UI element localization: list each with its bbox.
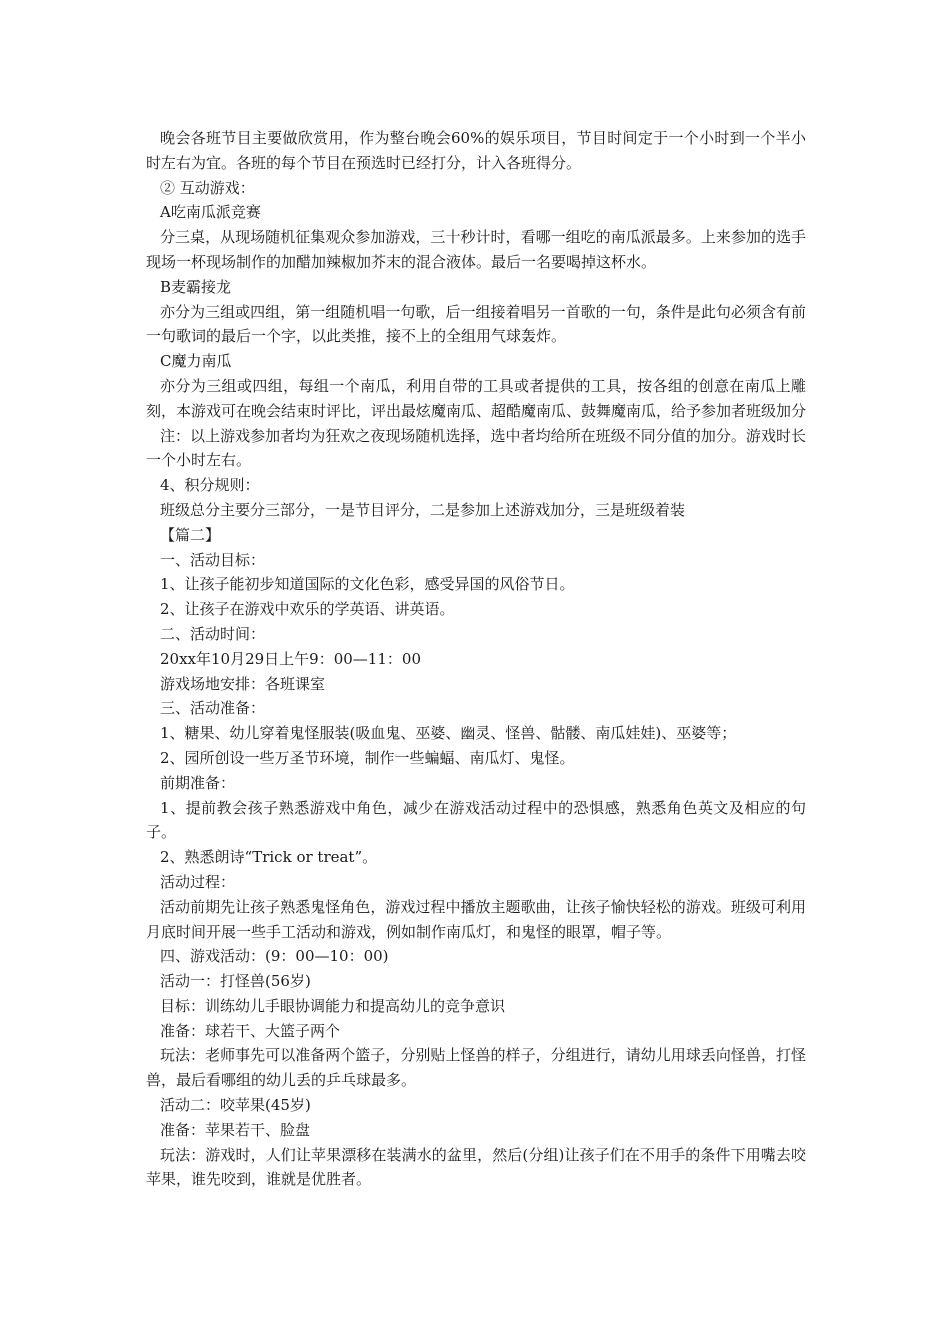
paragraph: 一、活动目标： [160, 550, 266, 569]
paragraph: 1、糖果、幼儿穿着鬼怪服装(吸血鬼、巫婆、幽灵、怪兽、骷髅、南瓜娃娃)、巫婆等； [160, 724, 737, 743]
paragraph: 活动二：咬苹果(45岁) [160, 1096, 311, 1115]
paragraph: 晚会各班节目主要做欣赏用，作为整台晚会60%的娱乐项目，节目时间定于一个小时到一个半小时左右为宜。各班的每个节目在预选时已经打分，计入各班得分。 [146, 129, 806, 172]
paragraph: 1、让孩子能初步知道国际的文化色彩，感受异国的风俗节日。 [160, 575, 575, 594]
paragraph: 分三桌，从现场随机征集观众参加游戏，三十秒计时，看哪一组吃的南瓜派最多。上来参加的选手现场一杯现场制作的加醋加辣椒加芥末的混合液体。最后一名要喝掉这杯水。 [146, 228, 806, 271]
paragraph: B麦霸接龙 [160, 277, 232, 296]
paragraph: 20xx年10月29日上午9：00—11：00 [160, 649, 421, 668]
paragraph: 前期准备： [160, 773, 236, 792]
paragraph: 亦分为三组或四组，每组一个南瓜，利用自带的工具或者提供的工具，按各组的创意在南瓜上雕刻，本游戏可在晚会结束时评比，评出最炫魔南瓜、超酷魔南瓜、鼓舞魔南瓜，给予参加者班级加分 [146, 376, 807, 420]
paragraph: 活动一：打怪兽(56岁) [160, 972, 311, 991]
paragraph: 游戏场地安排：各班课室 [160, 674, 326, 693]
paragraph: 1、提前教会孩子熟悉游戏中角色，减少在游戏活动过程中的恐惧感，熟悉角色英文及相应的句子。 [146, 798, 806, 842]
paragraph: 亦分为三组或四组，第一组随机唱一句歌，后一组接着唱另一首歌的一句，条件是此句必须含有前一句歌词的最后一个字，以此类推，接不上的全组用气球轰炸。 [146, 302, 806, 346]
paragraph: 2、园所创设一些万圣节环境，制作一些蝙蝠、南瓜灯、鬼怪。 [160, 748, 575, 767]
paragraph: A吃南瓜派竞赛 [160, 203, 261, 222]
paragraph: 注：以上游戏参加者均为狂欢之夜现场随机选择，选中者均给所在班级不同分值的加分。游戏时长一个小时左右。 [146, 426, 806, 470]
paragraph: 目标：训练幼儿手眼协调能力和提高幼儿的竞争意识 [160, 996, 506, 1015]
paragraph: 活动过程： [160, 872, 236, 891]
section-heading: 【篇二】 [160, 525, 221, 544]
paragraph: 2、让孩子在游戏中欢乐的学英语、讲英语。 [160, 600, 455, 619]
paragraph: 玩法：游戏时，人们让苹果漂移在装满水的盆里，然后(分组)让孩子们在不用手的条件下用嘴去咬苹果，谁先咬到，谁就是优胜者。 [146, 1145, 806, 1189]
paragraph: 二、活动时间： [160, 624, 266, 643]
paragraph: 班级总分主要分三部分，一是节目评分，二是参加上述游戏加分，三是班级着装 [160, 500, 686, 519]
document-body [146, 126, 806, 1192]
paragraph: 三、活动准备： [160, 699, 266, 718]
paragraph: 活动前期先让孩子熟悉鬼怪角色，游戏过程中播放主题歌曲，让孩子愉快轻松的游戏。班级可利用月底时间开展一些手工活动和游戏，例如制作南瓜灯，和鬼怪的眼罩，帽子等。 [146, 897, 806, 941]
paragraph: 4、积分规则： [160, 476, 260, 495]
paragraph: C魔力南瓜 [160, 352, 232, 371]
paragraph: 四、游戏活动：(9：00—10：00) [160, 947, 389, 966]
paragraph: 准备：球若干、大篮子两个 [160, 1021, 341, 1040]
paragraph: 玩法：老师事先可以准备两个篮子，分别贴上怪兽的样子，分组进行，请幼儿用球丢向怪兽，打怪兽，最后看哪组的幼儿丢的乒乓球最多。 [146, 1046, 806, 1090]
paragraph: ② 互动游戏： [160, 178, 255, 197]
paragraph: 2、熟悉朗诗“Trick or treat”。 [160, 848, 378, 867]
paragraph: 准备：苹果若干、脸盘 [160, 1120, 311, 1139]
